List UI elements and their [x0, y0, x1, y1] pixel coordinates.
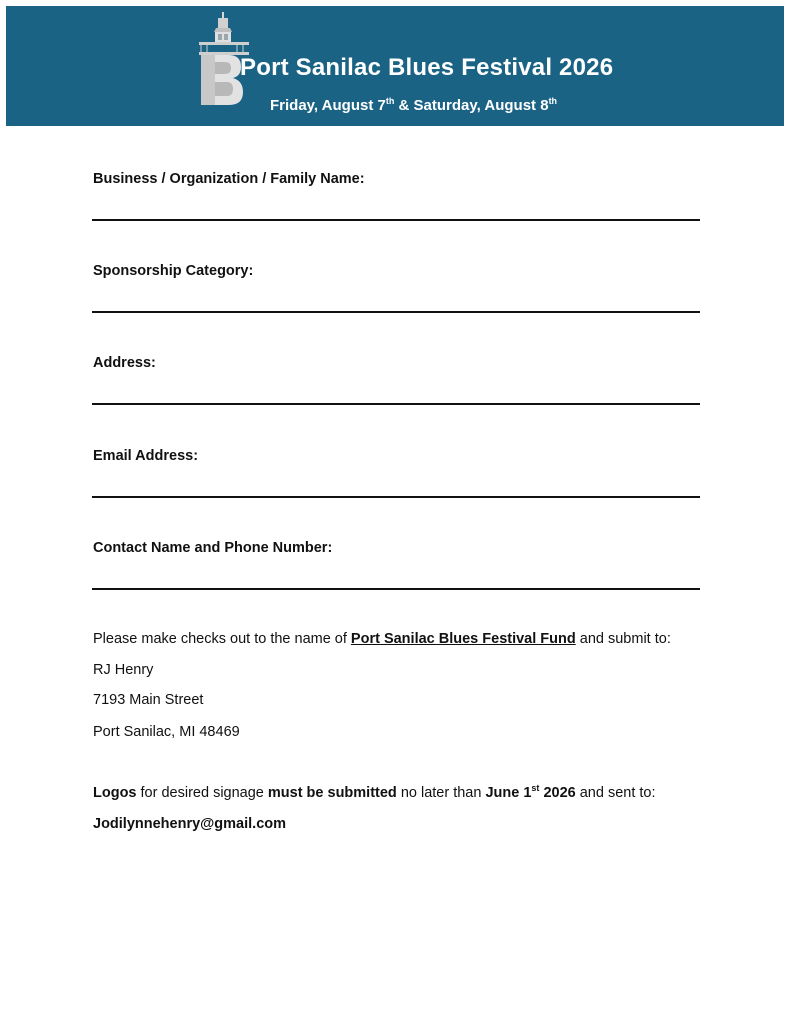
email-address-line — [92, 496, 700, 498]
business-name-label: Business / Organization / Family Name: — [93, 171, 365, 187]
contact-line — [92, 588, 700, 590]
sponsorship-category-label: Sponsorship Category: — [93, 263, 254, 279]
header-banner — [6, 6, 784, 126]
logos-instructions: Logos for desired signage must be submitted no later than June 1st 2026 and sent to: — [93, 783, 656, 801]
fund-name: Port Sanilac Blues Festival Fund — [350, 631, 576, 647]
address-label: Address: — [93, 355, 156, 371]
street-address: 7193 Main Street — [93, 692, 204, 708]
email-address-label: Email Address: — [93, 448, 199, 464]
festival-title: Port Sanilac Blues Festival 2026 — [240, 54, 614, 81]
city-address: Port Sanilac, MI 48469 — [93, 724, 240, 740]
payment-instructions: Please make checks out to the name of Port Sanilac Blues Festival Fund and submit to: — [93, 631, 671, 647]
business-name-line — [92, 219, 700, 221]
contact-label: Contact Name and Phone Number: — [93, 540, 333, 556]
recipient-name: RJ Henry — [93, 662, 154, 678]
address-line — [92, 403, 700, 405]
sponsorship-category-line — [92, 311, 700, 313]
submission-email[interactable]: Jodilynnehenry@gmail.com — [93, 816, 287, 832]
festival-dates: Friday, August 7th & Saturday, August 8th — [270, 96, 558, 114]
